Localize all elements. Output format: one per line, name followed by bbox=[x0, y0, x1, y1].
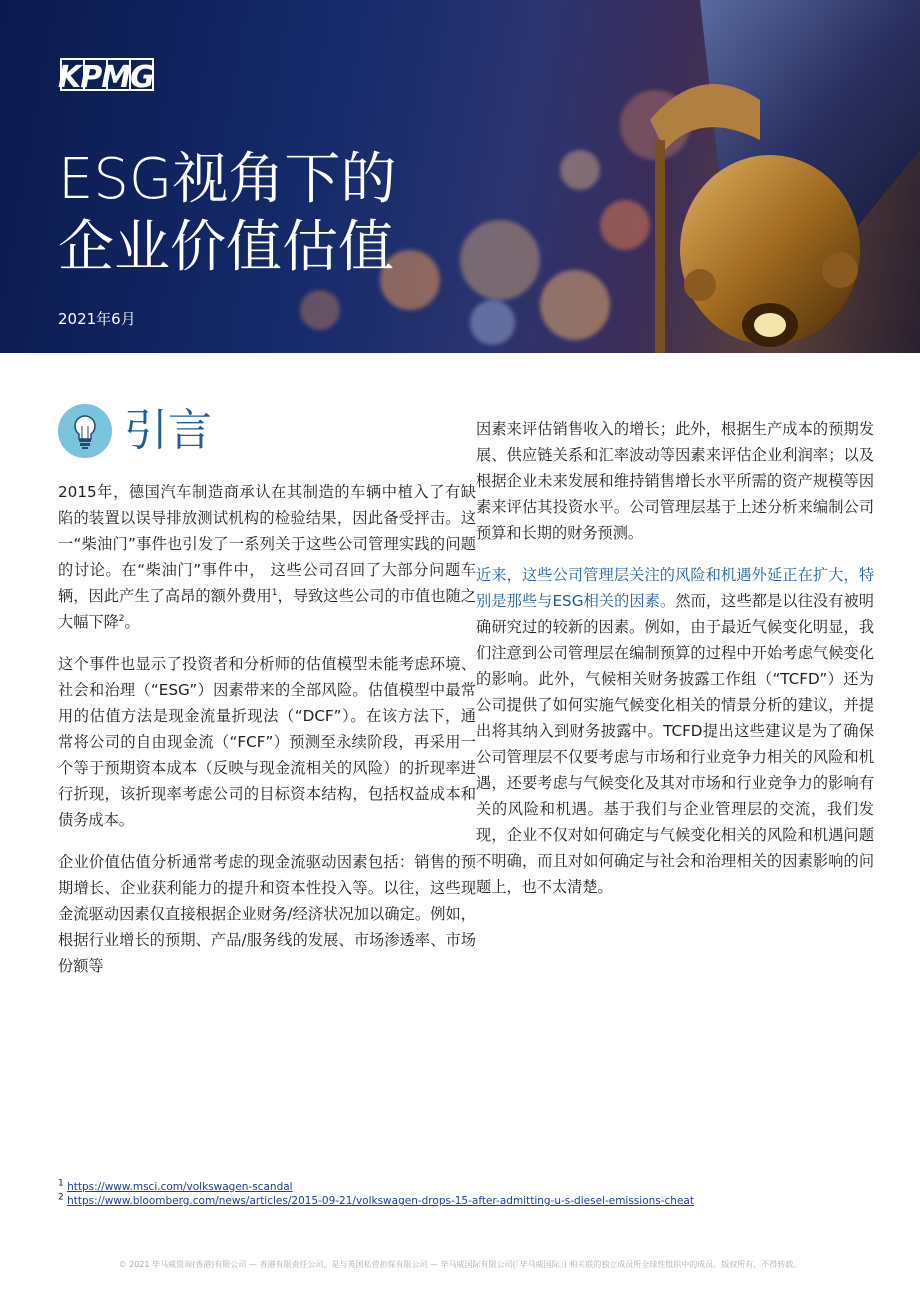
highlight-text: 近来，这些公司管理层关注的风险和机遇外延正在扩大，特别是那些与ESG相关的因素。 bbox=[476, 566, 874, 610]
kpmg-logo: KPMG bbox=[58, 60, 154, 95]
footnote-item bbox=[58, 1180, 694, 1194]
footnote-number: 1 bbox=[58, 1178, 64, 1189]
paragraph-text: 2015年，德国汽车制造商承认在其制造的车辆中植入了有缺陷的装置以误导排放测试机构的检验结果，因此备受抨击。这一“柴油门”事件也引发了一系列关于这些公司管理实践的问题的讨论。在“柴油门”事件中， 这些公司召回了大部分问题车辆，因此产生了高昂的额外费用 bbox=[58, 483, 476, 605]
paragraph: 这个事件也显示了投资者和分析师的估值模型未能考虑环境、社会和治理（“ESG”）因素带来的全部风险。估值模型中最常用的估值方法是现金流量折现法（“DCF”）。在该方法下，通常将公司的自由现金流（“FCF”）预测至永续阶段，再采用一个等于预期资本成本（反映与现金流相关的风险）的折现率进行折现，该折现率考虑公司的目标资本结构，包括权益成本和债务成本。 bbox=[58, 655, 476, 829]
paragraph-text: 然而，这些都是以往没有被明确研究过的较新的因素。例如，由于最近气候变化明显，我们注意到公司管理层在编制预算的过程中开始考虑气候变化的影响。此外，气候相关财务披露工作组（“TCFD”）还为公司提供了如何实施气候变化相关的情景分析的建议，并提出将其纳入到财务披露中。TCFD提出这些建议是为了确保公司管理层不仅要考虑与市场和行业竞争力相关的风险和机遇，还要考虑与气候变化及其对市场和行业竞争力的影响有关的风险和机遇。基于我们与企业管理层的交流，我们发现，企业不仅对如何确定与气候变化相关的风险和机遇问题不明确，而且对如何确定与社会和治理相关的因素影响的问题上，也不太清楚。 bbox=[476, 592, 874, 896]
paragraph-text: 。 bbox=[124, 613, 140, 631]
hero-banner bbox=[0, 0, 920, 353]
page-title bbox=[58, 146, 538, 282]
right-column bbox=[476, 416, 874, 916]
title-line-1: ESG视角下的 bbox=[58, 147, 397, 212]
publish-date: 2021年6月 bbox=[58, 310, 136, 328]
footnote-ref[interactable]: 2 bbox=[118, 613, 125, 624]
footnote-number: 2 bbox=[58, 1192, 64, 1203]
paragraph bbox=[476, 562, 874, 900]
lightbulb-icon bbox=[58, 404, 112, 458]
paragraph bbox=[58, 479, 476, 635]
copyright-footer: © 2021 毕马威资询(香港)有限公司 — 香港有限责任公司，是与英国私营担保有限公司 — 毕马威国际有限公司(「毕马威国际」) 相关联的独立成员所全球性组织中的成员。版权所有，不得转载。 bbox=[118, 1260, 802, 1269]
title-line-2: 企业价值估值 bbox=[58, 215, 394, 280]
footnotes bbox=[58, 1180, 694, 1208]
left-column bbox=[58, 479, 476, 995]
section-heading bbox=[58, 404, 212, 458]
paragraph: 企业价值估值分析通常考虑的现金流驱动因素包括：销售的预期增长、企业获利能力的提升和资本性投入等。以往，这些现金流驱动因素仅直接根据企业财务/经济状况加以确定。例如，根据行业增长的预期、产品/服务线的发展、市场渗透率、市场份额等 bbox=[58, 853, 476, 975]
footnote-ref[interactable]: 1 bbox=[271, 587, 278, 598]
paragraph: 因素来评估销售收入的增长；此外，根据生产成本的预期发展、供应链关系和汇率波动等因素来评估企业利润率；以及根据企业未来发展和维持销售增长水平所需的资产规模等因素来评估其投资水平。公司管理层基于上述分析来编制公司预算和长期的财务预测。 bbox=[476, 420, 874, 542]
footnote-link[interactable]: https://www.msci.com/volkswagen-scandal bbox=[67, 1181, 293, 1193]
section-title: 引言 bbox=[124, 405, 212, 456]
footnote-item bbox=[58, 1194, 694, 1208]
footnote-link[interactable]: https://www.bloomberg.com/news/articles/2015-09-21/volkswagen-drops-15-after-admitting-u-s-diesel-emissions-cheat bbox=[67, 1195, 694, 1207]
paragraph-text: ，导致这些公司的市值也随之大幅下降 bbox=[58, 587, 477, 631]
